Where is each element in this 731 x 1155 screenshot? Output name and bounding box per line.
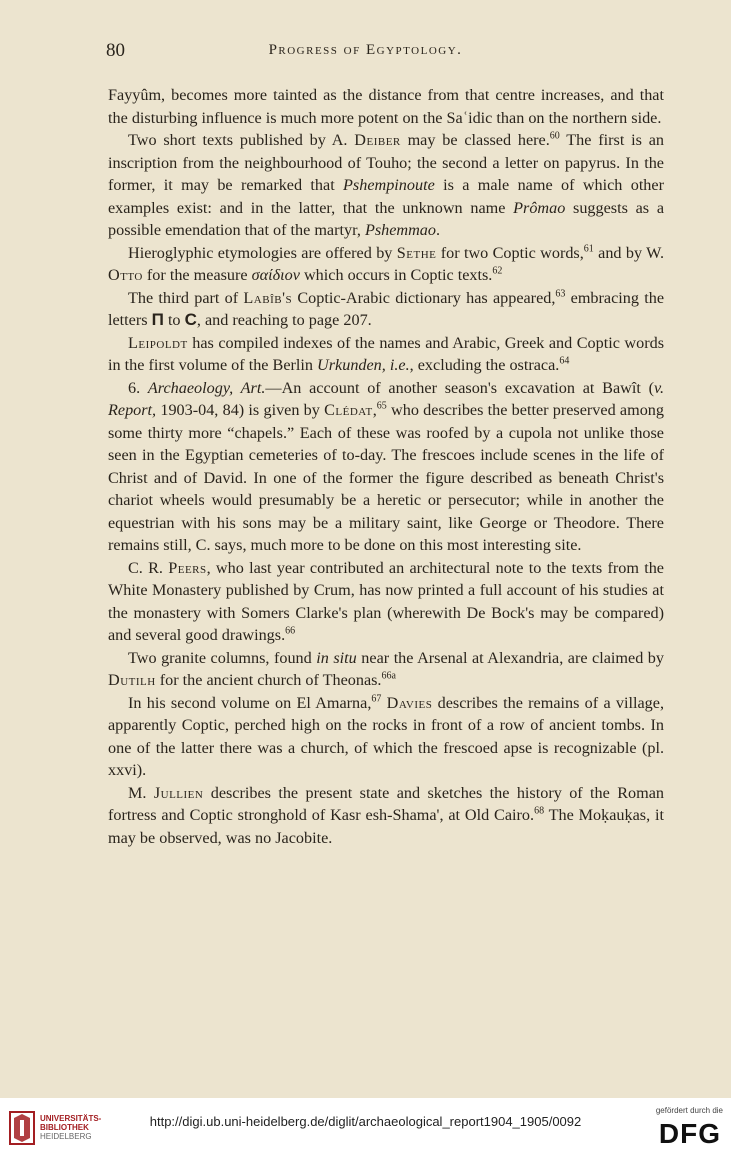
text-run: —An account of another season's excavation at Bawît ( <box>265 378 654 397</box>
text-run: who describes the better preserved among some thirty more “chapels.” Each of these was roofed by a cupola not unlike those seen in the Egyptian cemeteries of to-day. The frescoes include scenes in the life of Christ and of David. In one of the former the figure described as beneath Christ's chariot wheels would presumably be a heretic or persecutor; while in another the equestrian with his sons may be a military saint, like George or Theodore. There remains still, C. says, much more to be done on this most interesting site. <box>108 401 664 554</box>
funding-note: gefördert durch die <box>655 1106 723 1115</box>
author-name: Sethe <box>396 243 437 262</box>
author-name: Jullien <box>153 783 204 802</box>
dfg-logo[interactable]: DFG <box>658 1118 721 1149</box>
text-run: and by W. <box>593 243 664 262</box>
text-run: In his second volume on El Amarna, <box>128 693 372 712</box>
italic-title: Urkunden, i.e. <box>317 356 410 374</box>
paragraph <box>108 129 664 242</box>
paragraph <box>108 692 664 782</box>
text-run: The third part of <box>128 288 244 307</box>
footnote-ref: 67 <box>371 693 382 705</box>
author-name: Leipoldt <box>128 333 188 352</box>
text-run: for two Coptic words, <box>436 243 584 262</box>
viewer-footer <box>0 1098 731 1155</box>
section-heading: Archaeology, Art. <box>147 378 266 397</box>
paragraph <box>108 332 664 377</box>
author-name: Dutilh <box>108 671 156 689</box>
text-run: Hieroglyphic etymologies are offered by <box>128 243 397 262</box>
author-name: Deiber <box>354 131 401 149</box>
author-name: Otto <box>108 266 143 284</box>
text-run: which occurs in Coptic texts. <box>299 266 493 284</box>
italic-ref: v. Report, <box>108 378 665 419</box>
text-run: , who last year contributed an architectural note to the texts from the White Monastery published by Crum, has now printed a full account of his studies at the monastery with Somers Clarke's plan (wherewith De Bock's may be compared) and several good drawings. <box>108 558 664 644</box>
footnote-ref: 60 <box>549 130 560 142</box>
italic-name: Prômao <box>513 198 566 217</box>
text-run: is a male name of which other examples exist: and in the latter, that the unknown name <box>108 176 664 217</box>
text-run: , and reaching to page 207. <box>196 311 372 329</box>
text-run: for the ancient church of Theonas. <box>155 671 382 689</box>
text-run: The Moḳauḳas, it may be observed, was no Jacobite. <box>108 806 665 847</box>
body-text <box>108 84 664 849</box>
paragraph <box>108 557 664 647</box>
text-run: to <box>163 311 185 329</box>
coptic-letter: C <box>184 310 197 329</box>
text-run: suggests as a possible emendation that of the martyr, <box>108 198 664 239</box>
footnote-ref: 68 <box>534 805 545 817</box>
text-run: describes the remains of a village, apparently Coptic, perched high on the rocks in front of a row of ancient tombs. In one of the latter there was a church, of which the frescoed apse is recognizable (pl. xxvi). <box>108 693 665 779</box>
text-run: , excluding the ostraca. <box>409 356 560 374</box>
page-number: 80 <box>106 40 125 61</box>
running-title: Progress of Egyptology. <box>268 42 463 58</box>
author-name: Labîb's <box>243 288 293 307</box>
author-name: Clédat <box>324 401 373 419</box>
library-line: BIBLIOTHEK <box>40 1123 89 1132</box>
paragraph <box>108 377 664 557</box>
italic-name: Pshemmao <box>364 221 436 239</box>
text-run: has compiled indexes of the names and Arabic, Greek and Coptic words in the first volume of the Berlin <box>108 333 664 374</box>
library-line: UNIVERSITÄTS- <box>40 1114 102 1123</box>
paragraph <box>108 647 664 692</box>
paragraph <box>108 242 664 287</box>
text-run: near the Arsenal at Alexandria, are claimed by <box>356 648 664 667</box>
coptic-letter: Π <box>151 310 164 329</box>
permalink[interactable]: http://digi.ub.uni-heidelberg.de/diglit/archaeological_report1904_1905/0092 <box>149 1114 582 1129</box>
author-name: Davies <box>386 693 433 712</box>
text-run: M. <box>128 783 154 802</box>
text-run: , <box>372 401 377 419</box>
author-name: Peers <box>168 558 207 577</box>
text-run: for the measure <box>142 266 252 284</box>
text-run: C. R. <box>128 558 169 577</box>
text-run: . <box>435 221 441 239</box>
footnote-ref: 66 <box>285 625 296 637</box>
footnote-ref: 61 <box>583 243 594 255</box>
footnote-ref: 65 <box>376 400 387 412</box>
italic-name: Pshempinoute <box>343 176 435 194</box>
footnote-ref: 63 <box>555 288 566 300</box>
footnote-ref: 64 <box>559 355 570 367</box>
footnote-ref: 62 <box>492 265 503 277</box>
text-run: Two short texts published by A. <box>128 131 355 149</box>
greek-word: σαίδιον <box>251 266 300 284</box>
text-run: 6. <box>128 378 148 397</box>
text-run: The first is an inscription from the neighbourhood of Touho; the second a letter on papyrus. In the former, it may be remarked that <box>108 131 665 194</box>
footnote-ref: 66a <box>381 670 396 682</box>
text-run: may be classed here. <box>400 131 550 149</box>
italic-phrase: in situ <box>316 648 357 667</box>
text-run: 1903-04, 84) is given by <box>156 401 325 419</box>
page-header <box>0 40 731 70</box>
text-run: embracing the letters <box>108 288 665 329</box>
paragraph: Fayyûm, becomes more tainted as the distance from that centre increases, and that the disturbing influence is much more potent on the Saʿidic than on the northern side. <box>108 86 664 127</box>
text-run: Coptic-Arabic dictionary has appeared, <box>292 288 556 307</box>
library-line: HEIDELBERG <box>40 1132 92 1141</box>
paragraph <box>108 287 664 332</box>
paragraph <box>108 782 664 850</box>
text-run: describes the present state and sketches the history of the Roman fortress and Coptic stronghold of Kasr esh-Shama', at Old Cairo. <box>108 783 664 824</box>
text-run: Two granite columns, found <box>128 648 317 667</box>
